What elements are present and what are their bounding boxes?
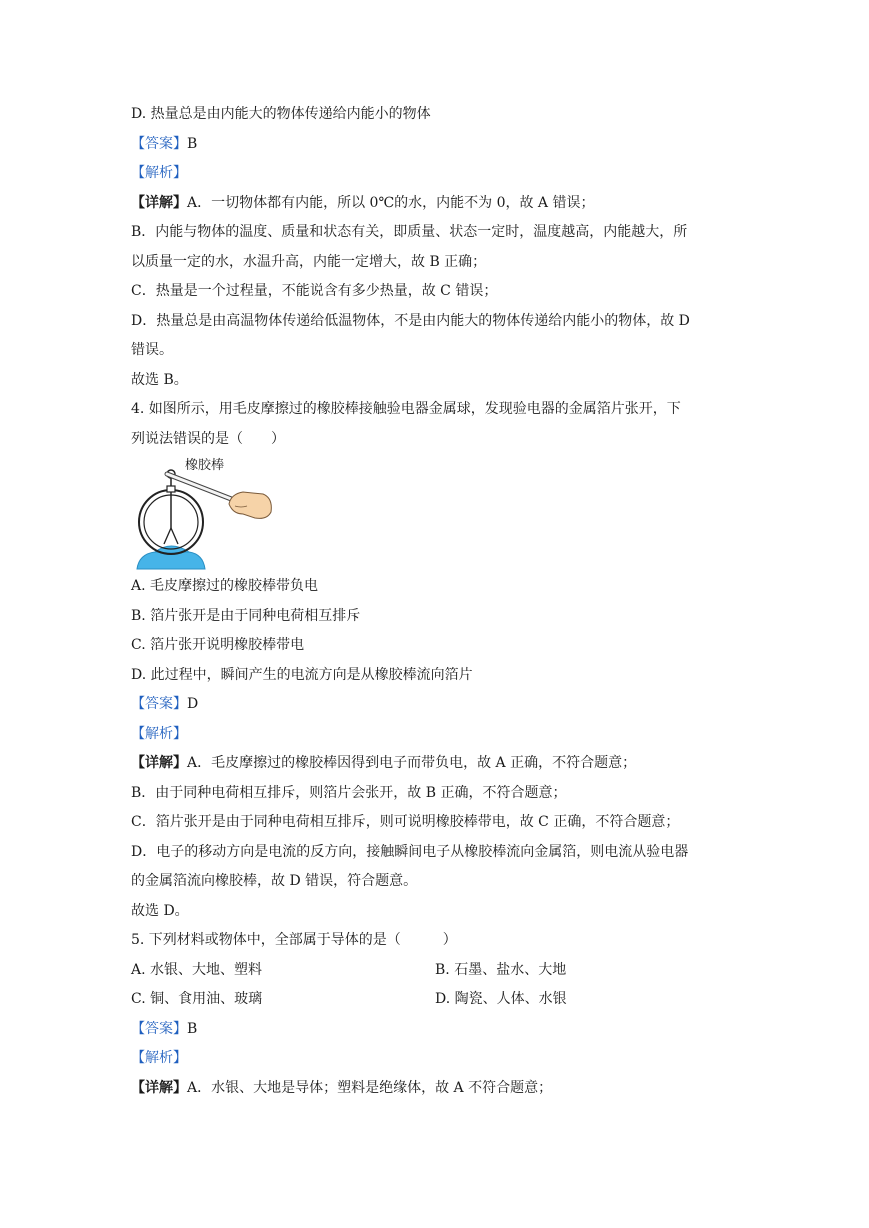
option-row	[131, 985, 739, 1015]
electroscope-figure	[131, 454, 739, 572]
text-line-q4-analysis	[131, 720, 739, 750]
line-text: 以质量一定的水，水温升高，内能一定增大，故 B 正确；	[131, 253, 487, 270]
section-tag: 【详解】	[131, 755, 187, 771]
electroscope-illustration	[131, 456, 291, 572]
text-line-q3-detail-4	[131, 277, 739, 307]
line-text: D. 热量总是由内能大的物体传递给内能小的物体	[131, 106, 431, 122]
hand	[229, 492, 271, 518]
section-tag: 【解析】	[131, 725, 187, 742]
section-tag: 【详解】	[131, 1079, 187, 1096]
line-text: D. 此过程中，瞬间产生的电流方向是从橡胶棒流向箔片	[131, 666, 473, 683]
line-text: C．热量是一个过程量，不能说含有多少热量，故 C 错误；	[131, 283, 498, 299]
question-5-options	[131, 956, 739, 1015]
line-text: D．电子的移动方向是电流的反方向，接触瞬间电子从橡胶棒流向金属箔，则电流从验电器	[131, 843, 689, 860]
rubber-rod-label: 橡胶棒	[185, 458, 225, 473]
text-line-q4-conclusion	[131, 897, 739, 927]
text-line-q3-detail-5	[131, 307, 739, 337]
question-3-block	[131, 100, 739, 454]
text-line-q5-detail-1	[131, 1074, 739, 1104]
text-line-q3-opt-d	[131, 100, 739, 130]
line-text: 列说法错误的是（ ）	[131, 430, 285, 447]
line-text: A．一切物体都有内能，所以 0℃的水，内能不为 0，故 A 错误；	[187, 194, 595, 211]
line-text: D．热量总是由高温物体传递给低温物体，不是由内能大的物体传递给内能小的物体，故 D	[131, 312, 690, 329]
section-tag: 【解析】	[131, 1050, 187, 1066]
rubber-rod-highlight	[167, 474, 239, 502]
section-tag: 【答案】	[131, 696, 187, 712]
line-text: 4. 如图所示，用毛皮摩擦过的橡胶棒接触验电器金属球，发现验电器的金属箔片张开，下	[131, 401, 681, 417]
text-line-q3-analysis	[131, 159, 739, 189]
section-tag: 【详解】	[131, 194, 187, 211]
line-text: C. 箔片张开说明橡胶棒带电	[131, 637, 305, 653]
line-text: B．由于同种电荷相互排斥，则箔片会张开，故 B 正确，不符合题意；	[131, 784, 567, 801]
line-text: B	[187, 1020, 198, 1037]
electroscope-foil-left	[164, 528, 171, 544]
text-line-q3-answer	[131, 130, 739, 160]
option-row	[131, 956, 739, 986]
text-line-q5-analysis	[131, 1044, 739, 1074]
line-text: 错误。	[131, 342, 173, 358]
question-4-options-and-question-5-stem	[131, 572, 739, 956]
line-text: 5. 下列材料或物体中，全部属于导体的是（ ）	[131, 932, 457, 948]
text-line-q4-detail-2	[131, 779, 739, 809]
line-text: C．箔片张开是由于同种电荷相互排斥，则可说明橡胶棒带电，故 C 正确，不符合题意；	[131, 814, 680, 830]
text-line-q4-answer	[131, 690, 739, 720]
line-text: A．水银、大地是导体；塑料是绝缘体，故 A 不符合题意；	[187, 1079, 553, 1096]
line-text: 故选 D。	[131, 902, 189, 919]
line-text: 故选 B。	[131, 371, 188, 388]
electroscope-foil-right	[171, 528, 178, 544]
option-item: B. 石墨、盐水、大地	[435, 961, 567, 978]
text-line-q4-opt-c	[131, 631, 739, 661]
question-5-analysis	[131, 1015, 739, 1104]
text-line-q4-opt-b	[131, 602, 739, 632]
section-tag: 【解析】	[131, 165, 187, 181]
line-text: B	[187, 135, 198, 152]
line-text: D	[187, 696, 199, 712]
text-line-q4-detail-1	[131, 749, 739, 779]
text-line-q4-opt-a	[131, 572, 739, 602]
text-line-q5-stem	[131, 926, 739, 956]
text-line-q4-stem-2	[131, 425, 739, 455]
text-line-q4-stem-1	[131, 395, 739, 425]
electroscope-stopper	[167, 486, 175, 492]
text-line-q3-detail-2	[131, 218, 739, 248]
document-page	[131, 100, 739, 1103]
text-line-q4-detail-4	[131, 838, 739, 868]
text-line-q3-conclusion	[131, 366, 739, 396]
text-line-q3-detail-3	[131, 248, 739, 278]
text-line-q3-detail-6	[131, 336, 739, 366]
line-text: 的金属箔流向橡胶棒，故 D 错误，符合题意。	[131, 873, 418, 889]
line-text: B. 箔片张开是由于同种电荷相互排斥	[131, 607, 361, 624]
option-item: A. 水银、大地、塑料	[131, 961, 263, 978]
line-text: B．内能与物体的温度、质量和状态有关，即质量、状态一定时，温度越高，内能越大，所	[131, 224, 688, 240]
text-line-q4-detail-3	[131, 808, 739, 838]
section-tag: 【答案】	[131, 1020, 187, 1037]
text-line-q4-detail-5	[131, 867, 739, 897]
option-item: C. 铜、食用油、玻璃	[131, 991, 263, 1007]
section-tag: 【答案】	[131, 135, 187, 152]
text-line-q4-opt-d	[131, 661, 739, 691]
text-line-q5-answer	[131, 1015, 739, 1045]
line-text: A．毛皮摩擦过的橡胶棒因得到电子而带负电，故 A 正确，不符合题意；	[187, 755, 637, 771]
text-line-q3-detail-1	[131, 189, 739, 219]
line-text: A. 毛皮摩擦过的橡胶棒带负电	[131, 578, 319, 594]
option-item: D. 陶瓷、人体、水银	[435, 991, 567, 1007]
